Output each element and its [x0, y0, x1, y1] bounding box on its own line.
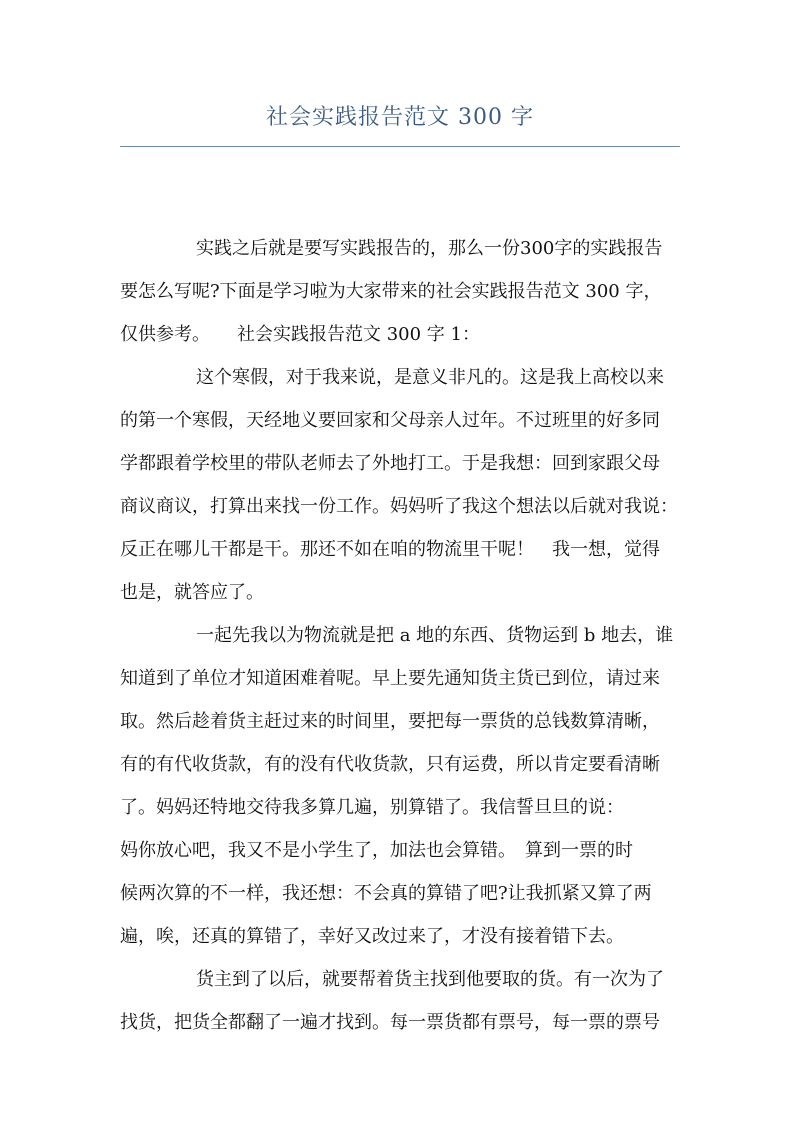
paragraph-line: 了。妈妈还特地交待我多算几遍，别算错了。我信誓旦旦的说： [120, 797, 624, 818]
paragraph-line: 也是，就答应了。 [120, 582, 264, 603]
document-title: 社会实践报告范文 300 字 [266, 105, 534, 130]
paragraph-line: 实践之后就是要写实践报告的，那么一份300字的实践报告 [196, 238, 663, 259]
paragraph-line: 货主到了以后，就要帮着货主找到他要取的货。有一次为了 [196, 969, 664, 990]
paragraph-line: 商议商议，打算出来找一份工作。妈妈听了我这个想法以后就对我说： [120, 496, 678, 517]
paragraph-line: 仅供参考。 社会实践报告范文 300 字 1： [120, 324, 480, 345]
paragraph-line: 候两次算的不一样，我还想：不会真的算错了吧?让我抓紧又算了两 [120, 883, 652, 904]
paragraph-line: 这个寒假，对于我来说，是意义非凡的。这是我上高校以来 [196, 367, 664, 388]
paragraph-line: 要怎么写呢?下面是学习啦为大家带来的社会实践报告范文 300 字， [120, 281, 662, 302]
paragraph-line: 找货，把货全都翻了一遍才找到。每一票货都有票号，每一票的票号 [120, 1012, 660, 1033]
paragraph-line: 一起先我以为物流就是把 a 地的东西、货物运到 b 地去，谁 [196, 625, 674, 646]
paragraph-line: 学都跟着学校里的带队老师去了外地打工。于是我想：回到家跟父母 [120, 453, 660, 474]
paragraph-line: 反正在哪儿干都是干。那还不如在咱的物流里干呢！ 我一想，觉得 [120, 539, 660, 560]
title-divider [120, 146, 680, 147]
paragraph-line: 知道到了单位才知道困难着呢。早上要先通知货主货已到位，请过来 [120, 668, 660, 689]
paragraph-line: 妈你放心吧，我又不是小学生了，加法也会算错。 算到一票的时 [120, 840, 633, 861]
paragraph-line: 取。然后趁着货主赶过来的时间里，要把每一票货的总钱数算清晰， [120, 711, 660, 732]
paragraph-line: 有的有代收货款，有的没有代收货款，只有运费，所以肯定要看清晰 [120, 754, 660, 775]
paragraph-line: 遍，唉，还真的算错了，幸好又改过来了，才没有接着错下去。 [120, 926, 624, 947]
paragraph-line: 的第一个寒假，天经地义要回家和父母亲人过年。不过班里的好多同 [120, 410, 660, 431]
